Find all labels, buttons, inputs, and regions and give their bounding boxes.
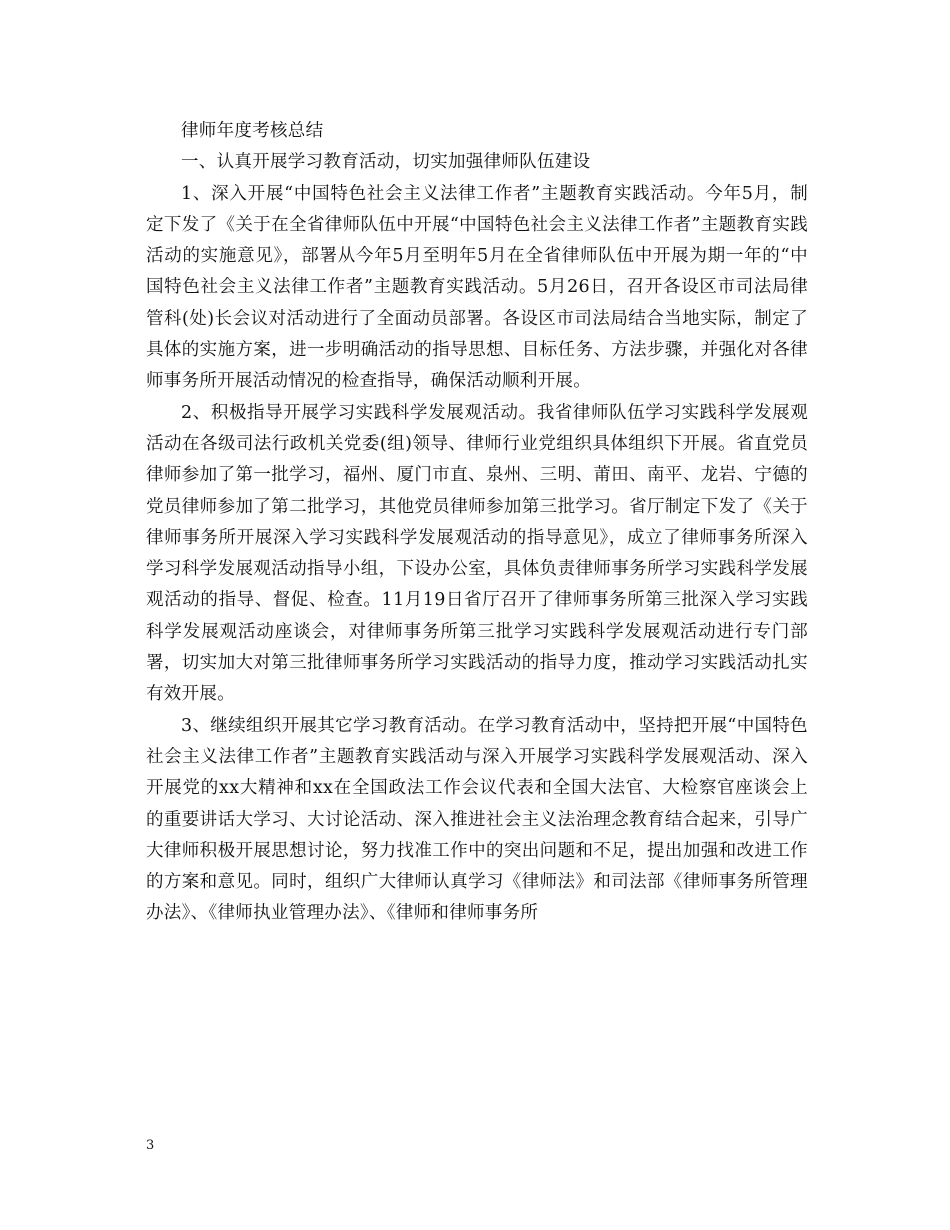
document-body: [146, 116, 808, 930]
paragraph-1: 1、深入开展“中国特色社会主义法律工作者”主题教育实践活动。今年5月，制定下发了《关于在全省律师队伍中开展“中国特色社会主义法律工作者”主题教育实践活动的实施意见》，部署从今年5月至明年5月在全省律师队伍中开展为期一年的“中国特色社会主义法律工作者”主题教育实践活动。5月26日，召开各设区市司法局律管科(处)长会议对活动进行了全面动员部署。各设区市司法局结合当地实际，制定了具体的实施方案，进一步明确活动的指导思想、目标任务、方法步骤，并强化对各律师事务所开展活动情况的检查指导，确保活动顺利开展。: [146, 183, 808, 392]
section-heading: 一、认真开展学习教育活动，切实加强律师队伍建设: [181, 152, 591, 173]
document-title: 律师年度考核总结: [181, 121, 324, 141]
page-number: 3: [146, 1138, 155, 1153]
paragraph-3: 3、继续组织开展其它学习教育活动。在学习教育活动中，坚持把开展“中国特色社会主义法律工作者”主题教育实践活动与深入开展学习实践科学发展观活动、深入开展党的xx大精神和xx在全国政法工作会议代表和全国大法官、大检察官座谈会上的重要讲话大学习、大讨论活动、深入推进社会主义法治理念教育结合起来，引导广大律师积极开展思想讨论，努力找准工作中的突出问题和不足，提出加强和改进工作的方案和意见。同时，组织广大律师认真学习《律师法》和司法部《律师事务所管理办法》、《律师执业管理办法》、《律师和律师事务所: [146, 715, 808, 924]
paragraph-2: 2、积极指导开展学习实践科学发展观活动。我省律师队伍学习实践科学发展观活动在各级司法行政机关党委(组)领导、律师行业党组织具体组织下开展。省直党员律师参加了第一批学习，福州、厦门市直、泉州、三明、莆田、南平、龙岩、宁德的党员律师参加了第二批学习，其他党员律师参加第三批学习。省厅制定下发了《关于律师事务所开展深入学习实践科学发展观活动的指导意见》，成立了律师事务所深入学习科学发展观活动指导小组，下设办公室，具体负责律师事务所学习实践科学发展观活动的指导、督促、检查。11月19日省厅召开了律师事务所第三批深入学习实践科学发展观活动座谈会，对律师事务所第三批学习实践科学发展观活动进行专门部署，切实加大对第三批律师事务所学习实践活动的指导力度，推动学习实践活动扎实有效开展。: [146, 402, 808, 705]
